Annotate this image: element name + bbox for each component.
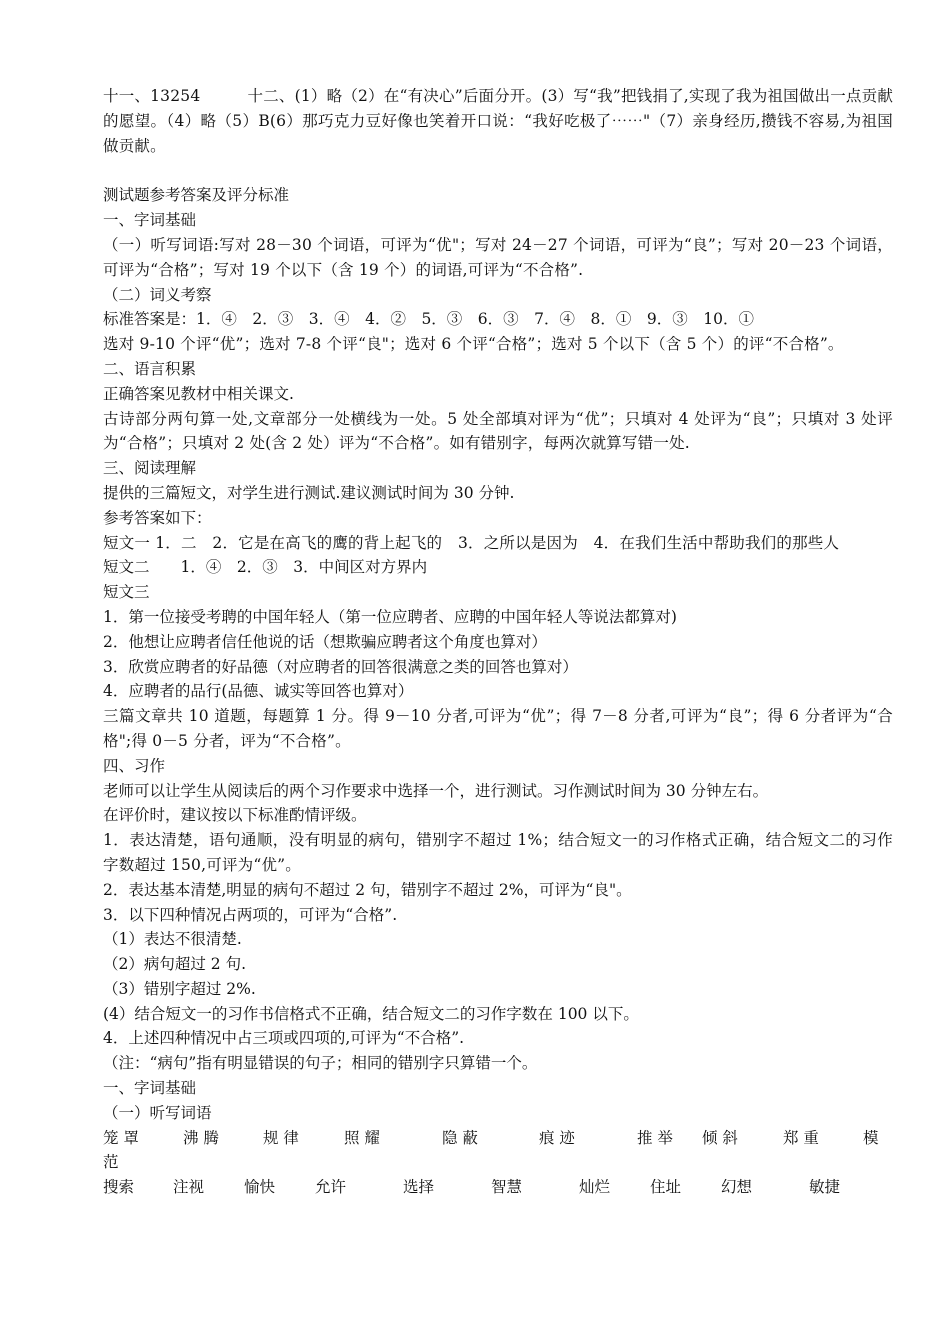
section-heading-vocabulary-repeat: 一、字词基础 (103, 1079, 197, 1098)
vocab-word: 灿烂 (579, 1178, 611, 1197)
vocab-word: 智慧 (491, 1178, 523, 1197)
writing-condition-4: (4）结合短文一的习作书信格式不正确，结合短文二的习作字数在 100 以下。 (103, 1004, 639, 1023)
document-title: 测试题参考答案及评分标准 (103, 186, 290, 205)
vocab-word: 幻想 (721, 1178, 753, 1197)
section-heading-reading: 三、阅读理解 (103, 459, 197, 478)
writing-criterion-2: 2．表达基本清楚,明显的病句不超过 2 句，错别字不超过 2%，可评为“良"。 (103, 880, 632, 899)
vocab-word: 倾 斜 (702, 1128, 738, 1147)
writing-criterion-1: 1．表达清楚，语句通顺，没有明显的病句，错别字不超过 1%；结合短文一的习作格式正确，结合短文二的习作字数超过 150,可评为“优”。 (103, 831, 893, 874)
answer-paragraph-11-12: 十一、13254 十二、(1）略（2）在“有决心”后面分开。(3）写“我”把钱捐了,实现了我为祖国做出一点贡献的愿望。（4）略（5）B(6）那巧克力豆好像也笑着开口说：“我好吃极了⋯⋯"（7）亲身经历,攒钱不容易,为祖国做贡献。 (103, 87, 894, 155)
vocab-word: 照 耀 (344, 1128, 380, 1147)
section-heading-vocabulary: 一、字词基础 (103, 211, 197, 230)
vocab-word: 笼 罩 (103, 1128, 139, 1147)
writing-condition-3: （3）错别字超过 2%. (103, 979, 256, 998)
blank-line (103, 158, 893, 183)
vocab-word: 敏捷 (809, 1178, 841, 1197)
word-meaning-scoring: 选对 9-10 个评“优”；选对 7-8 个评“良"；选对 6 个评“合格”；选对 5 个以下（含 5 个）的评“不合格”。 (103, 335, 844, 354)
writing-criteria-intro: 在评价时，建议按以下标准酌情评级。 (103, 806, 367, 825)
writing-intro: 老师可以让学生从阅读后的两个习作要求中选择一个，进行测试。习作测试时间为 30 分钟左右。 (103, 781, 769, 800)
vocab-word: 选择 (403, 1178, 435, 1197)
writing-criterion-3: 3．以下四种情况占两项的，可评为“合格”. (103, 905, 398, 924)
writing-note: （注：“病句”指有明显错误的句子；相同的错别字只算错一个。 (103, 1054, 538, 1073)
vocab-word: 允许 (315, 1178, 347, 1197)
vocab-word: 痕 迹 (539, 1128, 575, 1147)
language-answer-note: 正确答案见教材中相关课文. (103, 384, 294, 403)
passage-three-answer-4: 4．应聘者的品行(品德、诚实等回答也算对） (103, 682, 414, 701)
vocab-word: 沸 腾 (183, 1128, 219, 1147)
vocab-word: 规 律 (263, 1128, 299, 1147)
reading-scoring: 三篇文章共 10 道题，每题算 1 分。得 9－10 分者,可评为“优”；得 7－8 分者,可评为“良”；得 6 分者评为“合格";得 0－5 分者，评为“不合格”。 (103, 707, 893, 750)
section-heading-language: 二、语言积累 (103, 359, 197, 378)
passage-three-answer-2: 2．他想让应聘者信任他说的话（想欺骗应聘者这个角度也算对） (103, 632, 547, 651)
reading-answers-label: 参考答案如下： (103, 508, 212, 527)
language-scoring: 古诗部分两句算一处,文章部分一处横线为一处。5 处全部填对评为“优”；只填对 4 处评为“良”；只填对 3 处评为“合格”；只填对 2 处(含 2 处）评为“不合格”。如有错别字，每两次就算写错一处. (103, 409, 893, 453)
reading-intro: 提供的三篇短文，对学生进行测试.建议测试时间为 30 分钟. (103, 483, 515, 502)
passage-three-label: 短文三 (103, 583, 150, 602)
vocab-row-1 (103, 1126, 893, 1151)
vocab-word: 推 举 (637, 1128, 673, 1147)
passage-three-answer-1: 1．第一位接受考聘的中国年轻人（第一位应聘者、应聘的中国年轻人等说法都算对) (103, 607, 677, 626)
vocab-word: 搜索 (103, 1178, 135, 1197)
vocab-word: 隐 蔽 (442, 1128, 478, 1147)
vocab-row-1-wrap: 范 (103, 1153, 119, 1172)
subsection-word-meaning: （二）词义考察 (103, 285, 212, 304)
vocab-word: 愉快 (244, 1178, 276, 1197)
writing-condition-1: （1）表达不很清楚. (103, 930, 242, 949)
document-page (103, 84, 893, 1200)
writing-condition-2: （2）病句超过 2 句. (103, 955, 247, 974)
dictation-scoring: （一）听写词语:写对 28－30 个词语，可评为“优"；写对 24－27 个词语，可评为“良”；写对 20－23 个词语，可评为“合格”；写对 19 个以下（含 19 个）的词语,可评为“不合格”. (103, 235, 893, 279)
writing-criterion-4: 4．上述四种情况中占三项或四项的,可评为“不合格”. (103, 1029, 465, 1048)
vocab-word: 模 (863, 1128, 879, 1147)
passage-two-answers: 短文二 1．④ 2．③ 3．中间区对方界内 (103, 558, 428, 577)
section-heading-writing: 四、习作 (103, 756, 166, 775)
passage-one-answers: 短文一 1．二 2．它是在高飞的鹰的背上起飞的 3．之所以是因为 4．在我们生活中帮助我们的那些人 (103, 533, 840, 552)
vocab-word: 住址 (650, 1178, 682, 1197)
vocab-row-2 (103, 1175, 893, 1200)
vocab-word: 郑 重 (783, 1128, 819, 1147)
word-meaning-answers: 标准答案是：1．④ 2．③ 3．④ 4．② 5．③ 6．③ 7．④ 8．① 9．③ 10．① (103, 310, 754, 329)
passage-three-answer-3: 3．欣赏应聘者的好品德（对应聘者的回答很满意之类的回答也算对） (103, 657, 578, 676)
dictation-words-label: （一）听写词语 (103, 1103, 212, 1122)
vocab-word: 注视 (173, 1178, 205, 1197)
